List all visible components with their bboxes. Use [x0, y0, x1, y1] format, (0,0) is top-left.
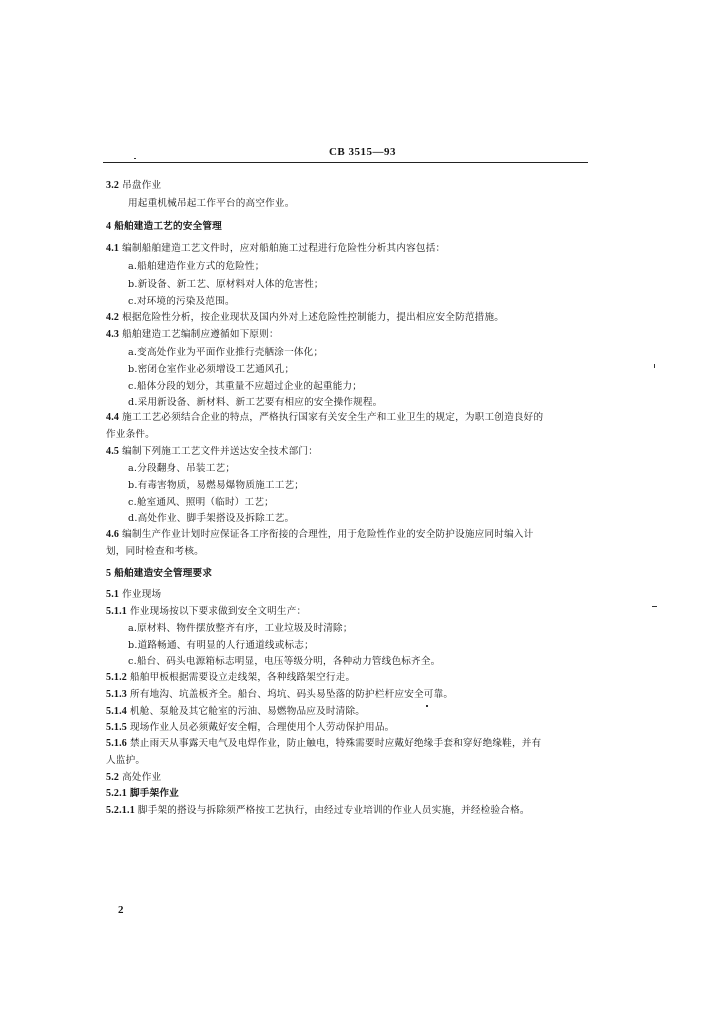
header-rule [103, 162, 588, 163]
line-text: 高处作业 [122, 772, 162, 783]
line-text: d.高处作业、脚手架搭设及拆除工艺。 [128, 513, 295, 524]
line-text: 编制船舶建造工艺文件时，应对船舶施工过程进行危险性分析其内容包括： [122, 243, 446, 254]
text-line [106, 788, 179, 800]
text-line [128, 381, 362, 393]
line-text: 根据危险性分析，按企业现状及国内外对上述危险性控制能力，提出相应安全防范措施。 [122, 312, 505, 323]
text-line [106, 772, 161, 784]
text-line [128, 279, 324, 291]
scan-speck [652, 606, 657, 607]
clause-number: 4.3 [106, 329, 120, 340]
text-line [106, 722, 394, 734]
clause-number: 3.2 [106, 180, 120, 191]
clause-number: 5.1.4 [106, 706, 127, 717]
text-line [106, 672, 355, 684]
line-text: b.新设备、新工艺、原材料对人体的危害性； [128, 279, 324, 290]
text-line [106, 446, 318, 458]
line-text: a.分段翻身、吊装工艺； [128, 463, 236, 474]
section-heading [106, 221, 222, 233]
line-text: a.船舶建造作业方式的危险性； [128, 261, 265, 272]
text-line [128, 656, 440, 668]
line-text: 划，同时检查和考核。 [106, 546, 204, 557]
clause-number: 5.2.1 [106, 788, 127, 799]
line-text: 船舶建造安全管理要求 [114, 568, 213, 579]
line-text: 施工工艺必须结合企业的特点，严格执行国家有关安全生产和工业卫生的规定，为职工创造良好的 [122, 412, 544, 423]
clause-number: 4.6 [106, 529, 120, 540]
scan-speck [654, 364, 655, 368]
line-text: 作业条件。 [106, 429, 155, 440]
text-line [128, 397, 382, 409]
line-text: a.原材料、物件摆放整齐有序，工业垃圾及时清除； [128, 623, 353, 634]
scan-speck [426, 705, 428, 707]
text-line [106, 738, 541, 750]
line-text: c.船台、码头电源箱标志明显，电压等级分明，各种动力管线色标齐全。 [128, 656, 441, 667]
clause-number: 5.2 [106, 772, 120, 783]
text-line [128, 347, 323, 359]
text-line [128, 463, 235, 475]
text-line [128, 198, 295, 210]
text-line [106, 755, 145, 767]
line-text: 人监护。 [106, 755, 146, 766]
line-text: 作业现场 [122, 589, 162, 600]
text-line [106, 329, 279, 341]
scan-speck [134, 158, 136, 159]
line-text: 吊盘作业 [122, 180, 162, 191]
clause-number: 5.1.5 [106, 722, 127, 733]
clause-number: 4.1 [106, 243, 120, 254]
line-text: c.舱室通风、照明（临时）工艺； [128, 497, 274, 508]
clause-number: 5.1.1 [106, 606, 127, 617]
line-text: b.密闭仓室作业必须增设工艺通风孔； [128, 364, 295, 375]
text-line [106, 243, 445, 255]
text-line [128, 497, 274, 509]
text-line [106, 529, 533, 541]
text-line [128, 623, 353, 635]
line-text: d.采用新设备、新材料、新工艺要有相应的安全操作规程。 [128, 397, 383, 408]
clause-number: 5.1.6 [106, 738, 127, 749]
line-text: b.道路畅通、有明显的人行通道线或标志； [128, 640, 314, 651]
line-text: 脚手架作业 [130, 788, 179, 799]
clause-number: 5.2.1.1 [106, 805, 135, 816]
line-text: a.变高处作业为平面作业推行壳舾涂一体化； [128, 347, 324, 358]
line-text: 机舱、泵舱及其它舱室的污油、易燃物品应及时清除。 [130, 706, 366, 717]
line-text: c.船体分段的划分，其重量不应超过企业的起重能力； [128, 381, 363, 392]
text-line [106, 312, 504, 324]
line-text: 船舶甲板根据需要设立走线架，各种线路架空行走。 [130, 672, 356, 683]
text-line [106, 412, 543, 424]
clause-number: 4.4 [106, 412, 120, 423]
header-code: CB 3515—93 [328, 146, 397, 158]
clause-number: 5 [106, 568, 112, 579]
text-line [106, 589, 161, 601]
line-text: 船舶建造工艺编制应遵循如下原则： [122, 329, 279, 340]
line-text: b.有毒害物质，易燃易爆物质施工工艺； [128, 480, 305, 491]
clause-number: 5.1.2 [106, 672, 127, 683]
text-line [128, 480, 304, 492]
page-number: 2 [118, 904, 124, 916]
clause-number: 5.1 [106, 589, 120, 600]
text-line [128, 513, 294, 525]
line-text: 现场作业人员必须戴好安全帽，合理使用个人劳动保护用品。 [130, 722, 395, 733]
line-text: c.对环境的污染及范围。 [128, 296, 235, 307]
line-text: 编制生产作业计划时应保证各工序衔接的合理性，用于危险性作业的安全防护设施应同时编入计 [122, 529, 534, 540]
text-line [106, 689, 453, 701]
text-line [106, 606, 306, 618]
clause-number: 4 [106, 221, 112, 232]
line-text: 船舶建造工艺的安全管理 [114, 221, 222, 232]
clause-number: 4.5 [106, 446, 120, 457]
line-text: 作业现场按以下要求做到安全文明生产： [130, 606, 307, 617]
clause-number: 5.1.3 [106, 689, 127, 700]
text-line [106, 546, 204, 558]
text-line [128, 296, 235, 308]
text-line [106, 706, 365, 718]
text-line [106, 805, 530, 817]
line-text: 用起重机械吊起工作平台的高空作业。 [128, 198, 295, 209]
section-heading [106, 568, 212, 580]
clause-number: 4.2 [106, 312, 120, 323]
text-line [128, 640, 314, 652]
text-line [106, 429, 155, 441]
text-line [106, 180, 161, 192]
line-text: 编制下列施工工艺文件并送达安全技术部门： [122, 446, 318, 457]
text-line [128, 364, 294, 376]
text-line [128, 261, 265, 273]
line-text: 脚手架的搭设与拆除须严格按工艺执行，由经过专业培训的作业人员实施，并经检验合格。 [137, 805, 530, 816]
line-text: 所有地沟、坑盖板齐全。船台、坞坑、码头易坠落的防护栏杆应安全可靠。 [130, 689, 454, 700]
line-text: 禁止雨天从事露天电气及电焊作业，防止触电，特殊需要时应戴好绝缘手套和穿好绝缘鞋，并有 [130, 738, 542, 749]
